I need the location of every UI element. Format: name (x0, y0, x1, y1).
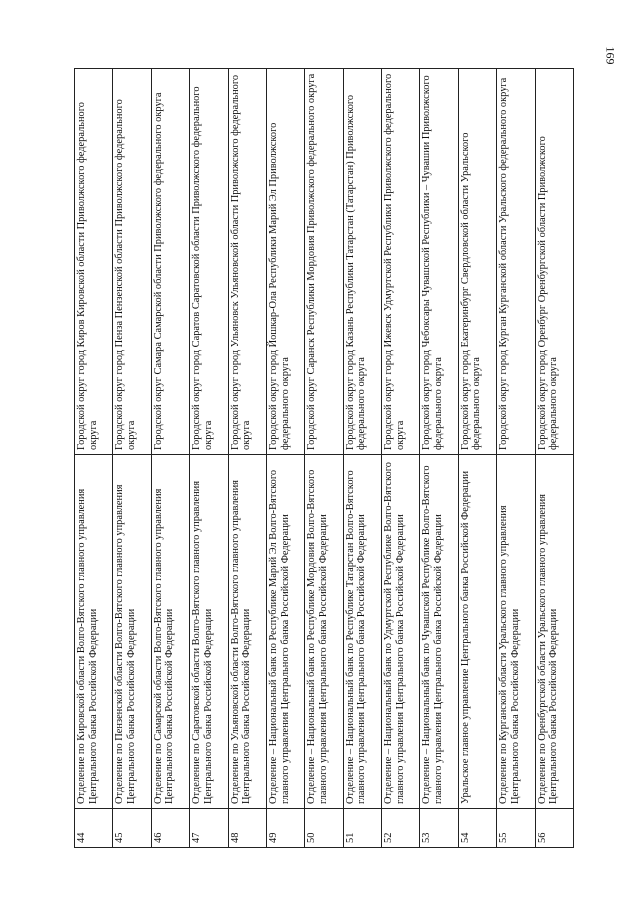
table-row (266, 69, 304, 848)
district-cell: Городской округ город Ульяновск Ульяновской области Приволжского федерального округа (228, 69, 266, 455)
district-cell: Городской округ город Ижевск Удмуртской Республики Приволжского федерального округа (382, 69, 420, 455)
district-cell: Городской округ город Йошкар-Ола Республики Марий Эл Приволжского федерального округа (266, 69, 304, 455)
table-row (497, 69, 535, 848)
district-cell: Городской округ город Курган Курганской области Уральского федерального округа (497, 69, 535, 455)
row-number: 49 (266, 809, 304, 848)
district-cell: Городской округ Самара Самарской области Приволжского федерального округа (151, 69, 189, 455)
district-cell: Городской округ город Казань Республики Татарстан (Татарстан) Приволжского федерального округа (343, 69, 381, 455)
district-cell: Городской округ город Екатеринбург Свердловской области Уральского федерального округа (458, 69, 496, 455)
rotated-table-wrapper (74, 68, 574, 848)
row-number: 45 (113, 809, 151, 848)
district-cell: Городской округ город Киров Кировской области Приволжского федерального округа (75, 69, 113, 455)
department-cell: Отделение – Национальный банк по Республике Марий Эл Волго-Вятского главного управления Центрального банка Российской Федерации (266, 455, 304, 809)
department-cell: Отделение по Ульяновской области Волго-Вятского главного управления Центрального банка Российской Федерации (228, 455, 266, 809)
row-number: 48 (228, 809, 266, 848)
department-cell: Отделение – Национальный банк по Республике Мордовия Волго-Вятского главного управления Центрального банка Российской Федерации (305, 455, 343, 809)
department-cell: Отделение – Национальный банк по Удмуртской Республике Волго-Вятского главного управления Центрального банка Российской Федерации (382, 455, 420, 809)
table-row (228, 69, 266, 848)
department-cell: Отделение по Оренбургской области Уральского главного управления Центрального банка Российской Федерации (535, 455, 574, 809)
department-cell: Отделение – Национальный банк по Республике Татарстан Волго-Вятского главного управления Центрального банка Российской Федерации (343, 455, 381, 809)
table-row (420, 69, 458, 848)
district-cell: Городской округ город Оренбург Оренбургской области Приволжского федерального округа (535, 69, 574, 455)
row-number: 47 (190, 809, 228, 848)
row-number: 55 (497, 809, 535, 848)
table-row (75, 69, 113, 848)
district-cell: Городской округ город Пенза Пензенской области Приволжского федерального округа (113, 69, 151, 455)
department-cell: Отделение по Саратовской области Волго-Вятского главного управления Центрального банка Российской Федерации (190, 455, 228, 809)
district-cell: Городской округ Саранск Республики Мордовия Приволжского федерального округа (305, 69, 343, 455)
row-number: 44 (75, 809, 113, 848)
department-cell: Уральское главное управление Центрального банка Российской Федерации (458, 455, 496, 809)
district-cell: Городской округ город Чебоксары Чувашской Республики – Чувашии Приволжского федерального округа (420, 69, 458, 455)
table-row (113, 69, 151, 848)
district-cell: Городской округ город Саратов Саратовской области Приволжского федерального округа (190, 69, 228, 455)
table-row (305, 69, 343, 848)
branches-table (74, 68, 574, 848)
department-cell: Отделение по Пензенской области Волго-Вятского главного управления Центрального банка Российской Федерации (113, 455, 151, 809)
page-number: 169 (603, 46, 618, 65)
row-number: 51 (343, 809, 381, 848)
row-number: 46 (151, 809, 189, 848)
table-row (190, 69, 228, 848)
table-row (343, 69, 381, 848)
department-cell: Отделение – Национальный банк по Чувашской Республике Волго-Вятского главного управления Центрального банка Российской Федерации (420, 455, 458, 809)
table-row (458, 69, 496, 848)
table-row (535, 69, 574, 848)
department-cell: Отделение по Самарской области Волго-Вятского главного управления Центрального банка Российской Федерации (151, 455, 189, 809)
row-number: 52 (382, 809, 420, 848)
row-number: 53 (420, 809, 458, 848)
table-row (382, 69, 420, 848)
department-cell: Отделение по Кировской области Волго-Вятского главного управления Центрального банка Российской Федерации (75, 455, 113, 809)
department-cell: Отделение по Курганской области Уральского главного управления Центрального банка Российской Федерации (497, 455, 535, 809)
table-row (151, 69, 189, 848)
row-number: 50 (305, 809, 343, 848)
row-number: 56 (535, 809, 574, 848)
row-number: 54 (458, 809, 496, 848)
